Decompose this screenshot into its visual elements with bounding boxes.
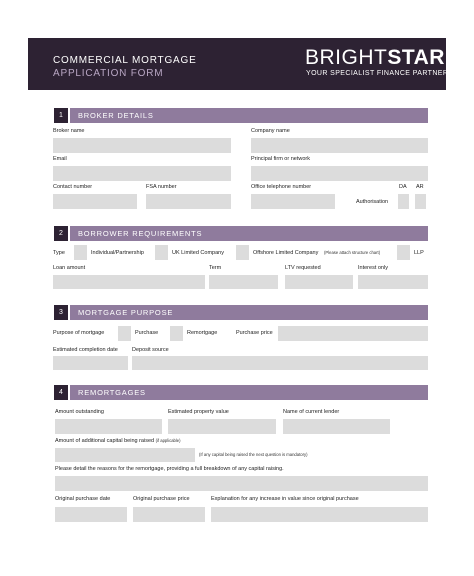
company-name-field[interactable] bbox=[251, 138, 428, 153]
broker-name-label: Broker name bbox=[53, 128, 85, 134]
amount-outstanding-label: Amount outstanding bbox=[55, 409, 104, 415]
individual-label: Individual/Partnership bbox=[91, 250, 144, 256]
original-purchase-date-label: Original purchase date bbox=[55, 496, 111, 502]
reasons-field[interactable] bbox=[55, 476, 428, 491]
da-checkbox[interactable] bbox=[398, 194, 409, 209]
da-label: DA bbox=[399, 184, 407, 190]
deposit-source-field[interactable] bbox=[132, 356, 428, 370]
explanation-field[interactable] bbox=[211, 507, 428, 522]
section-2-title: BORROWER REQUIREMENTS bbox=[70, 226, 428, 241]
logo-tagline: YOUR SPECIALIST FINANCE PARTNER bbox=[306, 70, 449, 77]
purchase-checkbox[interactable] bbox=[118, 326, 131, 341]
offshore-label: Offshore Limited Company bbox=[253, 250, 319, 256]
principal-firm-field[interactable] bbox=[251, 166, 428, 181]
brightstar-logo bbox=[305, 47, 445, 69]
completion-date-label: Estimated completion date bbox=[53, 347, 118, 353]
contact-number-label: Contact number bbox=[53, 184, 93, 190]
reasons-label: Please detail the reasons for the remortgage, providing a full breakdown of any capital raising. bbox=[55, 466, 284, 472]
fsa-number-field[interactable] bbox=[146, 194, 231, 209]
ar-checkbox[interactable] bbox=[415, 194, 426, 209]
principal-firm-label: Principal firm or network bbox=[251, 156, 310, 162]
llp-label: LLP bbox=[414, 250, 424, 256]
form-title: COMMERCIAL MORTGAGE bbox=[53, 55, 197, 66]
if-applicable-note: (if applicable) bbox=[155, 438, 181, 443]
original-purchase-date-field[interactable] bbox=[55, 507, 127, 522]
current-lender-label: Name of current lender bbox=[283, 409, 340, 415]
purchase-label: Purchase bbox=[135, 330, 159, 336]
offshore-note: (Please attach structure chart) bbox=[324, 250, 381, 255]
section-4-number: 4 bbox=[54, 385, 68, 400]
interest-only-label: Interest only bbox=[358, 265, 388, 271]
ltv-field[interactable] bbox=[285, 275, 353, 289]
deposit-source-label: Deposit source bbox=[132, 347, 169, 353]
remortgage-checkbox[interactable] bbox=[170, 326, 183, 341]
additional-capital-text: Amount of additional capital being raised bbox=[55, 438, 155, 444]
company-name-label: Company name bbox=[251, 128, 290, 134]
section-1-number: 1 bbox=[54, 108, 68, 123]
interest-only-field[interactable] bbox=[358, 275, 428, 289]
uk-limited-label: UK Limited Company bbox=[172, 250, 224, 256]
broker-name-field[interactable] bbox=[53, 138, 231, 153]
original-purchase-price-field[interactable] bbox=[133, 507, 205, 522]
loan-amount-field[interactable] bbox=[53, 275, 205, 289]
llp-checkbox[interactable] bbox=[397, 245, 410, 260]
original-purchase-price-label: Original purchase price bbox=[133, 496, 190, 502]
additional-capital-field[interactable] bbox=[55, 448, 195, 462]
purchase-price-field[interactable] bbox=[278, 326, 428, 341]
email-label: Email bbox=[53, 156, 67, 162]
individual-checkbox[interactable] bbox=[74, 245, 87, 260]
completion-date-field[interactable] bbox=[53, 356, 128, 370]
uk-limited-checkbox[interactable] bbox=[155, 245, 168, 260]
section-2-number: 2 bbox=[54, 226, 68, 241]
offshore-checkbox[interactable] bbox=[236, 245, 249, 260]
remortgage-label: Remortgage bbox=[187, 330, 218, 336]
estimated-value-field[interactable] bbox=[168, 419, 276, 434]
purpose-of-mortgage-label: Purpose of mortgage bbox=[53, 330, 105, 336]
fsa-number-label: FSA number bbox=[146, 184, 177, 190]
office-telephone-label: Office telephone number bbox=[251, 184, 312, 190]
section-3-number: 3 bbox=[54, 305, 68, 320]
contact-number-field[interactable] bbox=[53, 194, 137, 209]
logo-bright-text: BRIGHT bbox=[305, 46, 388, 69]
email-field[interactable] bbox=[53, 166, 231, 181]
loan-amount-label: Loan amount bbox=[53, 265, 86, 271]
explanation-label: Explanation for any increase in value since original purchase bbox=[211, 496, 359, 502]
term-label: Term bbox=[209, 265, 222, 271]
additional-capital-label bbox=[55, 438, 181, 445]
type-label: Type bbox=[53, 250, 65, 256]
section-4-title: REMORTGAGES bbox=[70, 385, 428, 400]
term-field[interactable] bbox=[209, 275, 278, 289]
section-3-title: MORTGAGE PURPOSE bbox=[70, 305, 428, 320]
section-1-title: BROKER DETAILS bbox=[70, 108, 428, 123]
capital-mandatory-note: (If any capital being raised the next question is mandatory) bbox=[199, 452, 308, 457]
amount-outstanding-field[interactable] bbox=[55, 419, 162, 434]
form-subtitle: APPLICATION FORM bbox=[53, 68, 164, 79]
estimated-value-label: Estimated property value bbox=[168, 409, 229, 415]
purchase-price-label: Purchase price bbox=[236, 330, 273, 336]
logo-star-text: STAR bbox=[387, 46, 445, 69]
ltv-label: LTV requested bbox=[285, 265, 321, 271]
current-lender-field[interactable] bbox=[283, 419, 390, 434]
office-telephone-field[interactable] bbox=[251, 194, 335, 209]
ar-label: AR bbox=[416, 184, 424, 190]
authorisation-label: Authorisation bbox=[356, 199, 389, 205]
